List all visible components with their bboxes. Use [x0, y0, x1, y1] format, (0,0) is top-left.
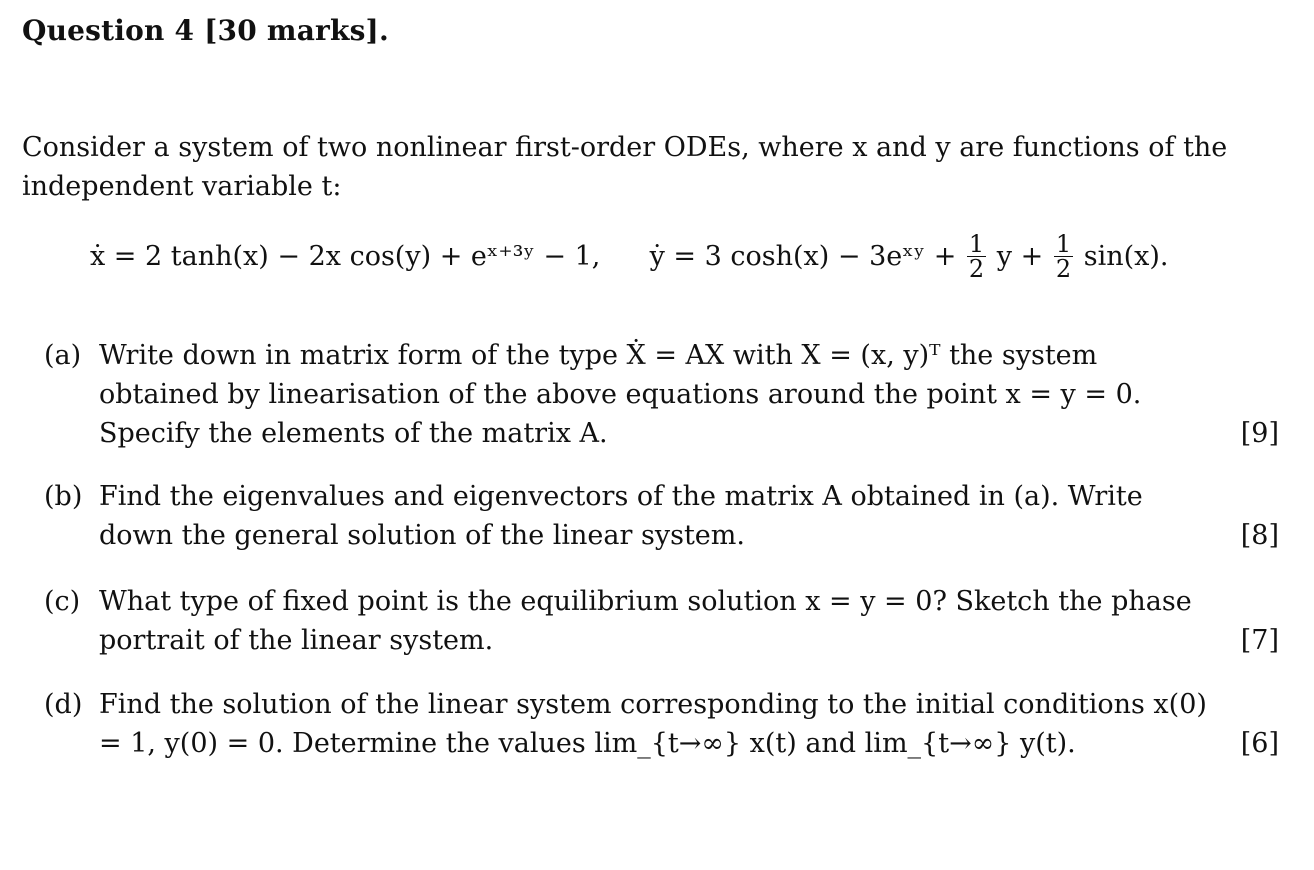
fraction-denominator-2: 2 — [1055, 255, 1072, 283]
question-heading: Question 4 [30 marks]. — [22, 14, 389, 47]
fraction-numerator: 1 — [968, 230, 985, 258]
part-a-marks: [9] — [1240, 418, 1279, 449]
y-dot-equation-left: ẏ = 3 cosh(x) − 3eˣʸ + — [649, 240, 957, 272]
part-b — [44, 477, 1279, 557]
fraction-denominator: 2 — [968, 255, 985, 283]
part-c-marks: [7] — [1240, 625, 1279, 656]
part-c-label: (c) — [44, 586, 81, 617]
x-dot-equation: ẋ = 2 tanh(x) − 2x cos(y) + eˣ⁺³ʸ − 1, — [90, 240, 601, 272]
part-d-marks: [6] — [1240, 728, 1279, 759]
fraction-numerator-2: 1 — [1055, 230, 1072, 258]
part-a-label: (a) — [44, 340, 82, 371]
part-c-text: What type of fixed point is the equilibrium solution x = y = 0? Sketch the phase portrait of the linear system. — [99, 586, 1192, 656]
part-b-text: Find the eigenvalues and eigenvectors of the matrix A obtained in (a). Write down the general solution of the linear system. — [99, 481, 1143, 551]
intro-paragraph: Consider a system of two nonlinear first-order ODEs, where x and y are functions of the independent variable t: — [22, 132, 1228, 202]
part-d-text: Find the solution of the linear system corresponding to the initial conditions x(0) = 1, y(0) = 0. Determine the values lim_{t→∞} x(t) and lim_{t→∞} y(t). — [99, 689, 1207, 759]
one-half-fraction-2 — [1054, 232, 1073, 281]
part-d — [44, 685, 1279, 765]
ode-system-equation — [90, 232, 1169, 281]
part-a — [44, 336, 1279, 456]
part-b-marks: [8] — [1240, 520, 1279, 551]
part-b-label: (b) — [44, 481, 83, 512]
y-term: y + — [996, 240, 1044, 272]
part-c — [44, 582, 1279, 662]
sin-term: sin(x). — [1083, 240, 1169, 272]
part-d-label: (d) — [44, 689, 83, 720]
part-a-text: Write down in matrix form of the type Ẋ = AX with X = (x, y)ᵀ the system obtained by linearisation of the above equations around the point x = y = 0. Specify the elements of the matrix A. — [99, 340, 1142, 449]
one-half-fraction — [967, 232, 986, 281]
